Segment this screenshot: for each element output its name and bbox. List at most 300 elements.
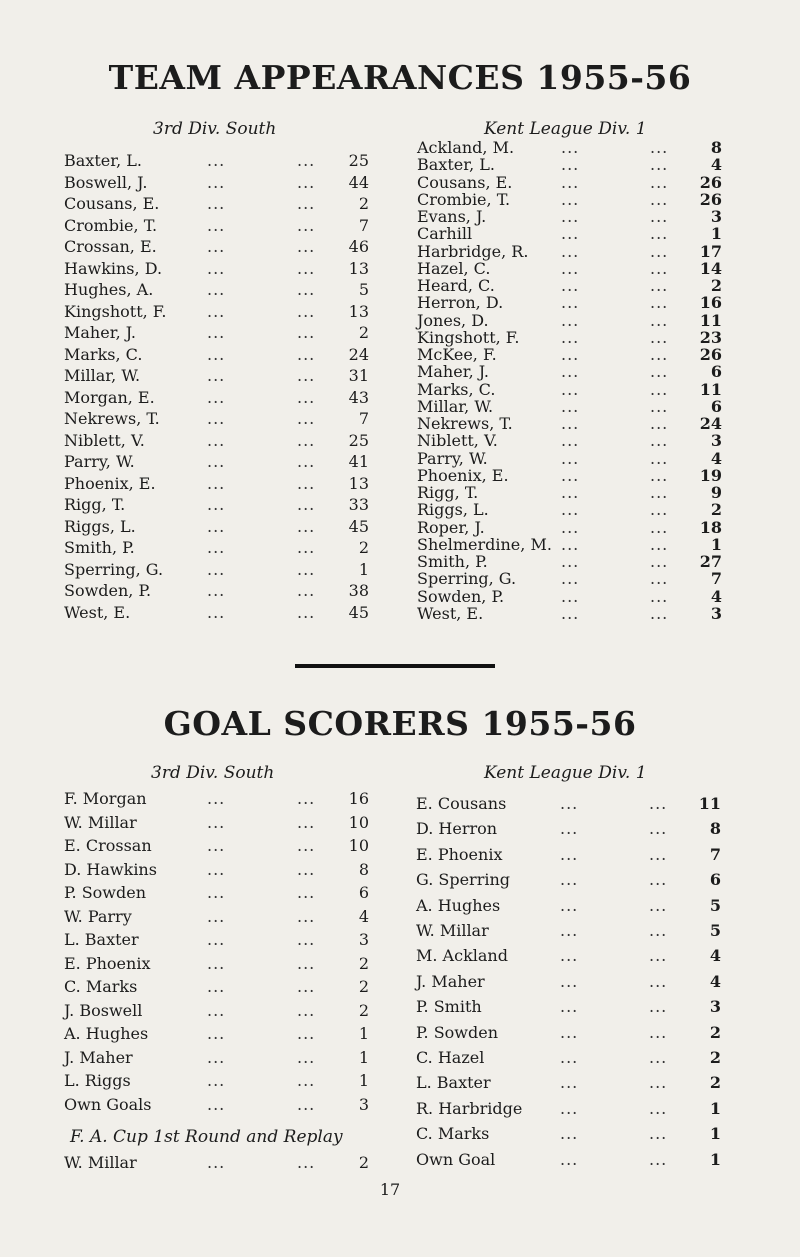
leader-dots: ... xyxy=(297,559,316,579)
stat-value: 23 xyxy=(699,327,722,347)
player-name: Hughes, A. xyxy=(64,280,154,299)
leader-dots: ... xyxy=(650,586,669,606)
stat-value: 44 xyxy=(348,172,369,192)
player-name: Maher, J. xyxy=(64,323,137,342)
leader-dots: ... xyxy=(649,921,668,940)
leader-dots: ... xyxy=(297,930,316,949)
leader-dots: ... xyxy=(561,345,580,364)
leader-dots: ... xyxy=(650,448,669,468)
leader-dots: ... xyxy=(207,473,226,493)
leader-dots: ... xyxy=(207,559,226,579)
leader-dots: ... xyxy=(560,1048,579,1067)
scorers-right-heading: Kent League Div. 1 xyxy=(484,763,647,783)
leader-dots: ... xyxy=(560,1098,579,1118)
leader-dots: ... xyxy=(650,534,669,554)
leader-dots: ... xyxy=(560,844,579,864)
stat-value: 1 xyxy=(709,1124,721,1144)
player-name: Own Goals xyxy=(64,1094,152,1114)
stat-value: 1 xyxy=(358,1024,369,1043)
leader-dots: ... xyxy=(561,362,580,382)
stat-value: 4 xyxy=(709,946,721,966)
appearances-title: TEAM APPEARANCES 1955-56 xyxy=(108,58,692,97)
leader-dots: ... xyxy=(650,207,669,226)
player-name: M. Ackland xyxy=(416,946,508,966)
player-name: Sperring, G. xyxy=(64,559,164,579)
leader-dots: ... xyxy=(207,237,226,256)
player-name: E. Crossan xyxy=(64,836,152,855)
leader-dots: ... xyxy=(297,906,316,926)
player-name: P. Sowden xyxy=(64,883,146,902)
stat-value: 7 xyxy=(358,215,369,235)
leader-dots: ... xyxy=(207,930,226,949)
leader-dots: ... xyxy=(649,1124,668,1144)
leader-dots: ... xyxy=(207,258,226,278)
leader-dots: ... xyxy=(561,534,580,554)
stat-value: 33 xyxy=(348,495,369,514)
leader-dots: ... xyxy=(207,151,226,170)
leader-dots: ... xyxy=(649,946,668,966)
player-name: Heard, C. xyxy=(417,276,495,295)
player-name: McKee, F. xyxy=(417,345,497,364)
leader-dots: ... xyxy=(560,921,579,940)
leader-dots: ... xyxy=(297,409,316,428)
stat-value: 5 xyxy=(709,895,721,915)
stat-value: 14 xyxy=(699,258,722,278)
leader-dots: ... xyxy=(207,495,226,514)
stat-value: 45 xyxy=(348,516,369,536)
leader-dots: ... xyxy=(561,431,580,451)
player-name: West, E. xyxy=(417,603,484,623)
appearances-right-heading: Kent League Div. 1 xyxy=(484,119,647,139)
player-name: Nekrews, T. xyxy=(64,409,160,428)
leader-dots: ... xyxy=(649,870,668,890)
leader-dots: ... xyxy=(207,172,226,192)
leader-dots: ... xyxy=(561,379,580,399)
stat-value: 25 xyxy=(348,430,369,450)
leader-dots: ... xyxy=(297,280,316,299)
stat-value: 4 xyxy=(709,971,721,991)
leader-dots: ... xyxy=(560,971,579,991)
leader-dots: ... xyxy=(649,1149,668,1169)
leader-dots: ... xyxy=(650,569,669,589)
player-name: Riggs, L. xyxy=(417,500,489,520)
stat-value: 1 xyxy=(358,1071,369,1090)
leader-dots: ... xyxy=(207,1094,226,1114)
leader-dots: ... xyxy=(650,483,669,502)
leader-dots: ... xyxy=(297,977,316,996)
leader-dots: ... xyxy=(297,237,316,256)
player-name: Rigg, T. xyxy=(64,495,126,514)
stat-value: 9 xyxy=(710,483,722,502)
leader-dots: ... xyxy=(650,517,669,537)
player-name: Parry, W. xyxy=(417,448,488,468)
player-name: Shelmerdine, M. xyxy=(417,534,552,554)
leader-dots: ... xyxy=(561,155,580,175)
leader-dots: ... xyxy=(297,883,316,902)
leader-dots: ... xyxy=(649,1098,668,1118)
leader-dots: ... xyxy=(650,603,669,623)
stat-value: 11 xyxy=(698,794,721,813)
stat-value: 2 xyxy=(358,977,369,996)
stat-value: 1 xyxy=(710,534,722,554)
player-name: Hazel, C. xyxy=(417,258,491,278)
leader-dots: ... xyxy=(297,1024,316,1043)
leader-dots: ... xyxy=(207,1153,226,1172)
leader-dots: ... xyxy=(207,387,226,407)
leader-dots: ... xyxy=(650,258,669,278)
stat-value: 6 xyxy=(710,362,722,382)
leader-dots: ... xyxy=(561,569,580,589)
player-name: Sowden, P. xyxy=(64,581,152,600)
player-name: Riggs, L. xyxy=(64,516,136,536)
player-name: Marks, C. xyxy=(417,379,496,399)
leader-dots: ... xyxy=(561,586,580,606)
leader-dots: ... xyxy=(561,276,580,295)
player-name: E. Phoenix xyxy=(416,844,503,864)
leader-dots: ... xyxy=(297,1153,316,1172)
stat-value: 45 xyxy=(348,602,369,622)
stat-value: 8 xyxy=(710,138,722,157)
leader-dots: ... xyxy=(207,812,226,832)
player-name: Harbridge, R. xyxy=(417,241,529,261)
leader-dots: ... xyxy=(650,345,669,364)
stat-value: 11 xyxy=(699,379,722,399)
stat-value: 4 xyxy=(710,586,722,606)
leader-dots: ... xyxy=(650,138,669,157)
leader-dots: ... xyxy=(560,870,579,890)
leader-dots: ... xyxy=(207,581,226,600)
player-name: A. Hughes xyxy=(64,1024,149,1043)
player-name: Own Goal xyxy=(416,1149,496,1169)
player-name: D. Hawkins xyxy=(64,859,157,879)
player-name: G. Sperring xyxy=(416,870,511,890)
player-name: P. Smith xyxy=(416,997,482,1017)
stat-value: 13 xyxy=(348,301,369,321)
player-name: West, E. xyxy=(64,602,131,622)
leader-dots: ... xyxy=(207,859,226,879)
leader-dots: ... xyxy=(649,1073,668,1093)
leader-dots: ... xyxy=(649,794,668,813)
leader-dots: ... xyxy=(297,366,316,385)
stat-value: 19 xyxy=(699,465,722,485)
stat-value: 5 xyxy=(709,921,721,940)
leader-dots: ... xyxy=(560,794,579,813)
stat-value: 4 xyxy=(710,448,722,468)
stat-value: 16 xyxy=(348,789,369,808)
stat-value: 3 xyxy=(710,431,722,451)
stat-value: 43 xyxy=(348,387,369,407)
stat-value: 2 xyxy=(709,1073,721,1093)
player-name: J. Boswell xyxy=(64,1000,143,1020)
player-name: L. Baxter xyxy=(64,930,139,949)
stat-value: 4 xyxy=(358,906,369,926)
player-name: Morgan, E. xyxy=(64,387,155,407)
stat-value: 3 xyxy=(358,930,369,949)
player-name: P. Sowden xyxy=(416,1022,498,1042)
page-number: 17 xyxy=(379,1180,401,1199)
player-name: Carhill xyxy=(417,224,473,244)
player-name: J. Maher xyxy=(64,1047,133,1067)
leader-dots: ... xyxy=(207,977,226,996)
leader-dots: ... xyxy=(207,1071,226,1090)
leader-dots: ... xyxy=(561,483,580,502)
player-name: Boswell, J. xyxy=(64,172,148,192)
stat-value: 10 xyxy=(348,812,369,832)
leader-dots: ... xyxy=(650,414,669,433)
player-name: Nekrews, T. xyxy=(417,414,513,433)
stat-value: 38 xyxy=(348,581,369,600)
leader-dots: ... xyxy=(650,155,669,175)
leader-dots: ... xyxy=(560,946,579,966)
stat-value: 2 xyxy=(709,1022,721,1042)
leader-dots: ... xyxy=(650,224,669,244)
player-name: W. Millar xyxy=(64,812,137,832)
player-name: Crossan, E. xyxy=(64,237,157,256)
leader-dots: ... xyxy=(207,452,226,471)
player-name: Marks, C. xyxy=(64,344,143,364)
player-name: Cousans, E. xyxy=(417,172,513,192)
stat-value: 10 xyxy=(348,836,369,855)
stat-value: 26 xyxy=(699,172,722,192)
player-name: J. Maher xyxy=(416,971,485,991)
leader-dots: ... xyxy=(650,552,669,571)
leader-dots: ... xyxy=(561,172,580,192)
leader-dots: ... xyxy=(649,895,668,915)
leader-dots: ... xyxy=(207,1047,226,1067)
leader-dots: ... xyxy=(207,789,226,808)
player-name: Parry, W. xyxy=(64,452,135,471)
leader-dots: ... xyxy=(207,906,226,926)
leader-dots: ... xyxy=(207,953,226,973)
leader-dots: ... xyxy=(650,327,669,347)
stat-value: 3 xyxy=(358,1094,369,1114)
leader-dots: ... xyxy=(561,293,580,313)
stat-value: 8 xyxy=(358,859,369,879)
leader-dots: ... xyxy=(297,495,316,514)
leader-dots: ... xyxy=(561,396,580,416)
leader-dots: ... xyxy=(649,997,668,1017)
stat-value: 4 xyxy=(710,155,722,175)
stat-value: 24 xyxy=(699,414,722,433)
stat-value: 1 xyxy=(358,1047,369,1067)
stat-value: 46 xyxy=(348,237,369,256)
leader-dots: ... xyxy=(207,1024,226,1043)
leader-dots: ... xyxy=(561,327,580,347)
leader-dots: ... xyxy=(561,207,580,226)
player-name: Sperring, G. xyxy=(417,569,517,589)
leader-dots: ... xyxy=(560,1022,579,1042)
scorers-title: GOAL SCORERS 1955-56 xyxy=(163,704,637,743)
leader-dots: ... xyxy=(561,414,580,433)
leader-dots: ... xyxy=(297,215,316,235)
leader-dots: ... xyxy=(561,310,580,330)
leader-dots: ... xyxy=(650,396,669,416)
stat-value: 7 xyxy=(709,844,721,864)
scorers-left-heading: 3rd Div. South xyxy=(151,763,275,783)
appearances-left-heading: 3rd Div. South xyxy=(153,119,277,139)
section-divider xyxy=(295,664,495,668)
stat-value: 24 xyxy=(348,344,369,364)
stat-value: 25 xyxy=(348,151,369,170)
leader-dots: ... xyxy=(207,516,226,536)
leader-dots: ... xyxy=(650,293,669,313)
leader-dots: ... xyxy=(297,812,316,832)
player-name: Kingshott, F. xyxy=(64,301,167,321)
leader-dots: ... xyxy=(207,280,226,299)
leader-dots: ... xyxy=(650,172,669,192)
leader-dots: ... xyxy=(561,517,580,537)
stat-value: 6 xyxy=(710,396,722,416)
player-name: Crombie, T. xyxy=(417,189,511,209)
player-name: C. Marks xyxy=(64,977,138,996)
leader-dots: ... xyxy=(297,387,316,407)
leader-dots: ... xyxy=(560,895,579,915)
leader-dots: ... xyxy=(207,538,226,557)
stat-value: 13 xyxy=(348,473,369,493)
leader-dots: ... xyxy=(297,538,316,557)
stat-value: 1 xyxy=(709,1149,721,1169)
player-name: Kingshott, F. xyxy=(417,327,520,347)
player-name: Baxter, L. xyxy=(64,151,142,170)
leader-dots: ... xyxy=(561,258,580,278)
stat-value: 1 xyxy=(709,1098,721,1118)
stat-value: 2 xyxy=(358,953,369,973)
player-name: E. Cousans xyxy=(416,794,507,813)
leader-dots: ... xyxy=(561,552,580,571)
player-name: W. Millar xyxy=(416,921,489,940)
stat-value: 1 xyxy=(358,559,369,579)
leader-dots: ... xyxy=(650,241,669,261)
leader-dots: ... xyxy=(207,602,226,622)
stat-value: 2 xyxy=(358,323,369,342)
stat-value: 2 xyxy=(710,276,722,295)
stat-value: 2 xyxy=(358,538,369,557)
stat-value: 5 xyxy=(358,280,369,299)
stat-value: 26 xyxy=(699,345,722,364)
player-name: Niblett, V. xyxy=(417,431,498,451)
stat-value: 11 xyxy=(699,310,722,330)
stat-value: 6 xyxy=(358,883,369,902)
leader-dots: ... xyxy=(297,1094,316,1114)
leader-dots: ... xyxy=(561,448,580,468)
leader-dots: ... xyxy=(297,323,316,342)
cup-heading: F. A. Cup 1st Round and Replay xyxy=(70,1127,343,1147)
leader-dots: ... xyxy=(561,603,580,623)
leader-dots: ... xyxy=(207,344,226,364)
leader-dots: ... xyxy=(649,1048,668,1067)
stat-value: 1 xyxy=(710,224,722,244)
leader-dots: ... xyxy=(297,859,316,879)
leader-dots: ... xyxy=(207,409,226,428)
leader-dots: ... xyxy=(560,1124,579,1144)
leader-dots: ... xyxy=(650,500,669,520)
player-name: C. Marks xyxy=(416,1124,490,1144)
leader-dots: ... xyxy=(297,473,316,493)
leader-dots: ... xyxy=(561,241,580,261)
leader-dots: ... xyxy=(649,971,668,991)
stat-value: 3 xyxy=(710,207,722,226)
leader-dots: ... xyxy=(561,138,580,157)
leader-dots: ... xyxy=(297,194,316,213)
leader-dots: ... xyxy=(297,1071,316,1090)
player-name: Herron, D. xyxy=(417,293,504,313)
player-name: F. Morgan xyxy=(64,789,147,808)
leader-dots: ... xyxy=(207,1000,226,1020)
leader-dots: ... xyxy=(297,452,316,471)
player-name: Ackland, M. xyxy=(417,138,515,157)
player-name: Smith, P. xyxy=(417,552,488,571)
leader-dots: ... xyxy=(297,344,316,364)
stat-value: 2 xyxy=(358,1153,369,1172)
leader-dots: ... xyxy=(207,836,226,855)
leader-dots: ... xyxy=(561,465,580,485)
leader-dots: ... xyxy=(650,431,669,451)
leader-dots: ... xyxy=(649,1022,668,1042)
player-name: W. Millar xyxy=(64,1153,137,1172)
player-name: D. Herron xyxy=(416,819,498,839)
stat-value: 2 xyxy=(358,194,369,213)
stat-value: 3 xyxy=(709,997,721,1017)
leader-dots: ... xyxy=(560,1149,579,1169)
player-name: C. Hazel xyxy=(416,1048,485,1067)
leader-dots: ... xyxy=(297,836,316,855)
leader-dots: ... xyxy=(650,379,669,399)
leader-dots: ... xyxy=(561,500,580,520)
stat-value: 26 xyxy=(699,189,722,209)
stat-value: 2 xyxy=(358,1000,369,1020)
player-name: Evans, J. xyxy=(417,207,487,226)
leader-dots: ... xyxy=(560,819,579,839)
leader-dots: ... xyxy=(650,189,669,209)
leader-dots: ... xyxy=(207,215,226,235)
leader-dots: ... xyxy=(297,516,316,536)
leader-dots: ... xyxy=(650,465,669,485)
player-name: Jones, D. xyxy=(417,310,489,330)
leader-dots: ... xyxy=(297,172,316,192)
player-name: Phoenix, E. xyxy=(417,465,509,485)
leader-dots: ... xyxy=(297,430,316,450)
leader-dots: ... xyxy=(561,189,580,209)
player-name: Niblett, V. xyxy=(64,430,145,450)
player-name: Roper, J. xyxy=(417,517,485,537)
leader-dots: ... xyxy=(297,301,316,321)
player-name: L. Baxter xyxy=(416,1073,491,1093)
leader-dots: ... xyxy=(297,602,316,622)
leader-dots: ... xyxy=(297,953,316,973)
leader-dots: ... xyxy=(297,258,316,278)
stat-value: 27 xyxy=(699,552,722,571)
player-name: Rigg, T. xyxy=(417,483,479,502)
player-name: Sowden, P. xyxy=(417,586,505,606)
leader-dots: ... xyxy=(207,301,226,321)
stat-value: 2 xyxy=(710,500,722,520)
leader-dots: ... xyxy=(560,1073,579,1093)
leader-dots: ... xyxy=(207,194,226,213)
player-name: Millar, W. xyxy=(64,366,141,385)
player-name: Baxter, L. xyxy=(417,155,495,175)
leader-dots: ... xyxy=(650,310,669,330)
player-name: Cousans, E. xyxy=(64,194,160,213)
leader-dots: ... xyxy=(649,844,668,864)
player-name: Hawkins, D. xyxy=(64,258,163,278)
player-name: Crombie, T. xyxy=(64,215,158,235)
leader-dots: ... xyxy=(207,323,226,342)
leader-dots: ... xyxy=(297,581,316,600)
stat-value: 7 xyxy=(358,409,369,428)
leader-dots: ... xyxy=(207,883,226,902)
leader-dots: ... xyxy=(207,366,226,385)
player-name: E. Phoenix xyxy=(64,953,151,973)
